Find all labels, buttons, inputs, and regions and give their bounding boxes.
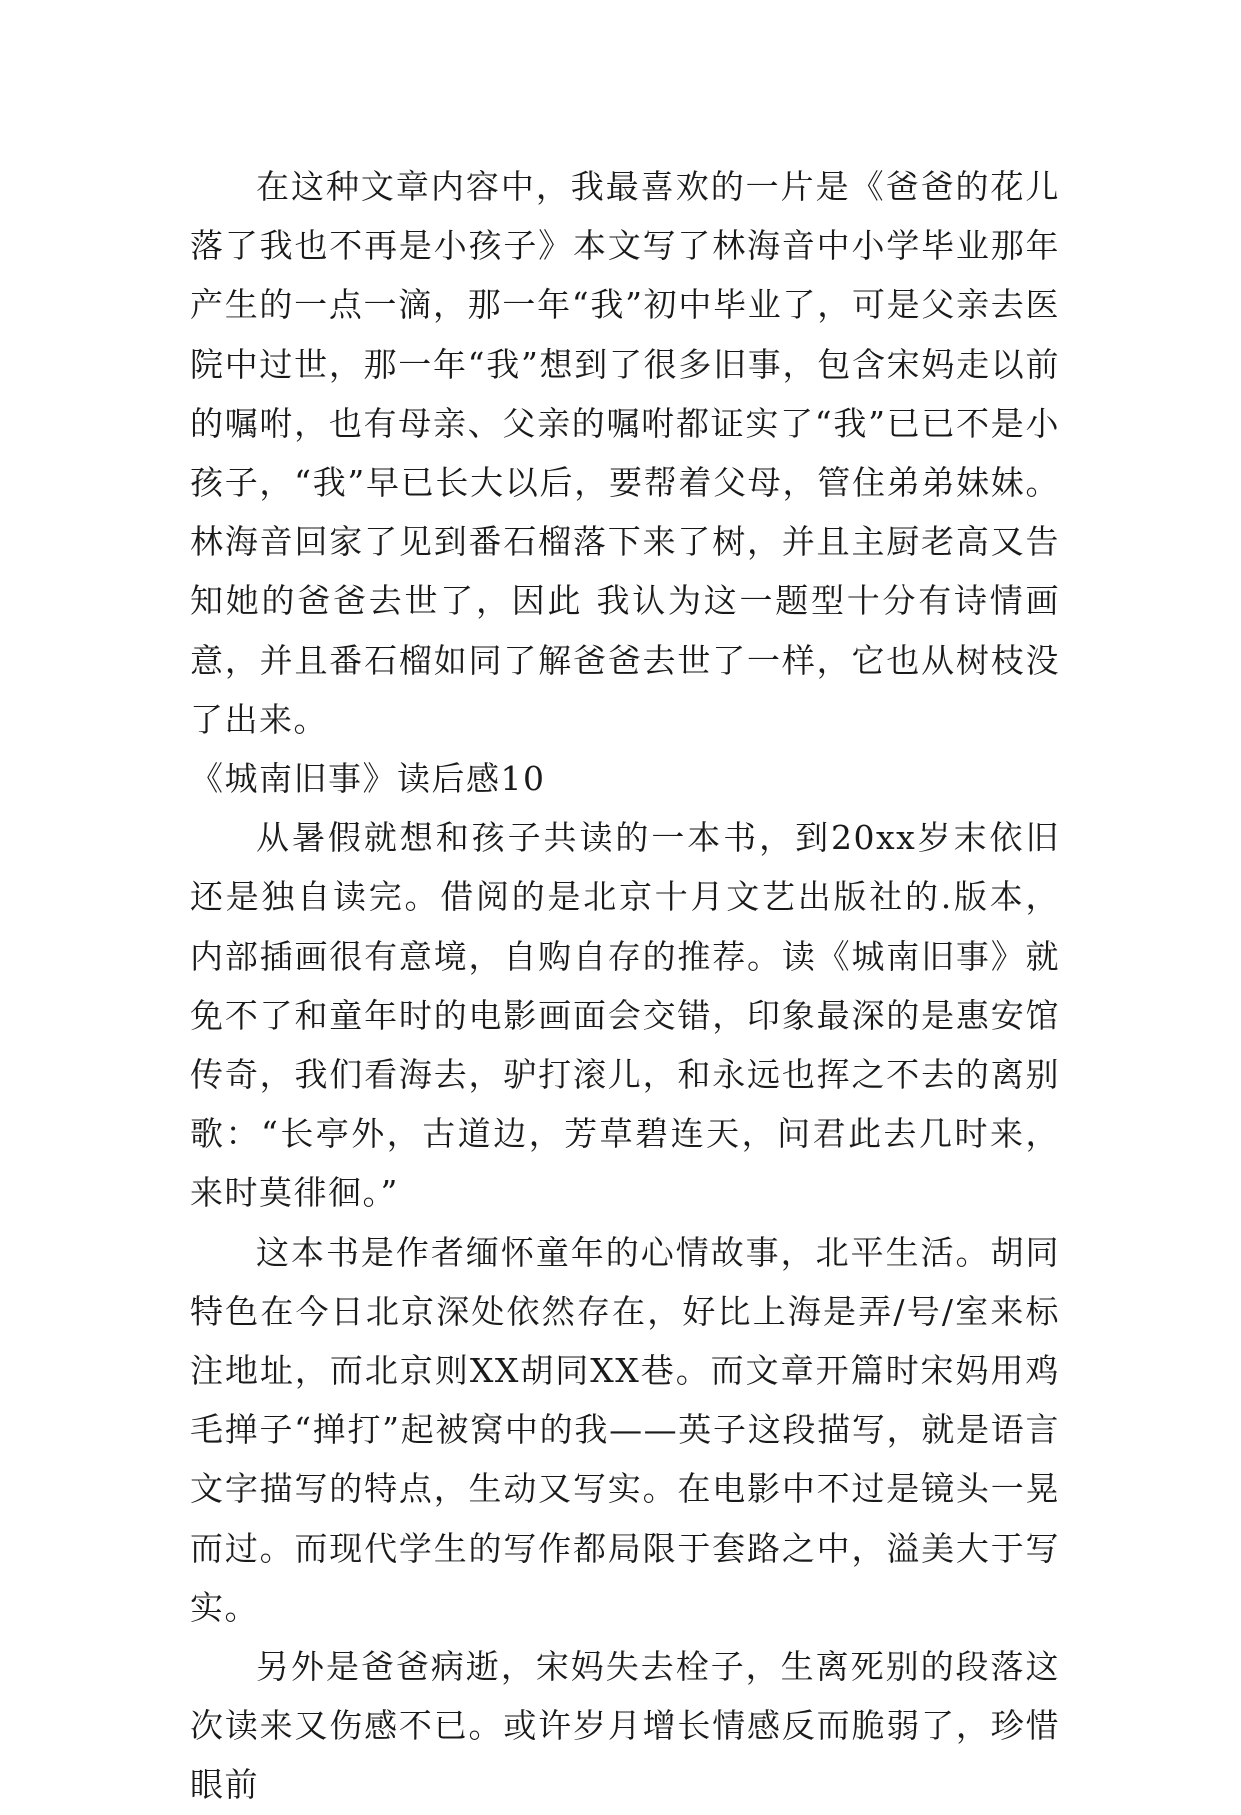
paragraph-3: 这本书是作者缅怀童年的心情故事，北平生活。胡同特色在今日北京深处依然存在，好比上海是弄/号/室来标注地址，而北京则XX胡同XX巷。而文章开篇时宋妈用鸡毛掸子“掸打”起被窝中的我——英子这段描写，就是语言文字描写的特点，生动又写实。在电影中不过是镜头一晃而过。而现代学生的写作都局限于套路之中，溢美大于写实。	[190, 1232, 1060, 1627]
paragraph-4: 另外是爸爸病逝，宋妈失去栓子，生离死别的段落这次读来又伤感不已。或许岁月增长情感反而脆弱了，珍惜眼前	[190, 1647, 1060, 1805]
paragraph-1: 在这种文章内容中，我最喜欢的一片是《爸爸的花儿落了我也不再是小孩子》本文写了林海音中小学毕业那年产生的一点一滴，那一年“我”初中毕业了，可是父亲去医院中过世，那一年“我”想到了很多旧事，包含宋妈走以前的嘱咐，也有母亲、父亲的嘱咐都证实了“我”已已不是小孩子，“我”早已长大以后，要帮着父母，管住弟弟妹妹。林海音回家了见到番石榴落下来了树，并且主厨老高又告知她的爸爸去世了，因此 我认为这一题型十分有诗情画意，并且番石榴如同了解爸爸去世了一样，它也从树枝没了出来。	[190, 167, 1060, 739]
document-body	[190, 157, 1060, 1815]
paragraph-2: 从暑假就想和孩子共读的一本书，到20xx岁末依旧还是独自读完。借阅的是北京十月文艺出版社的.版本，内部插画很有意境，自购自存的推荐。读《城南旧事》就免不了和童年时的电影画面会交错，印象最深的是惠安馆传奇，我们看海去，驴打滚儿，和永远也挥之不去的离别歌：“长亭外，古道边，芳草碧连天，问君此去几时来，来时莫徘徊。”	[190, 818, 1060, 1213]
section-heading: 《城南旧事》读后感10	[190, 759, 546, 799]
